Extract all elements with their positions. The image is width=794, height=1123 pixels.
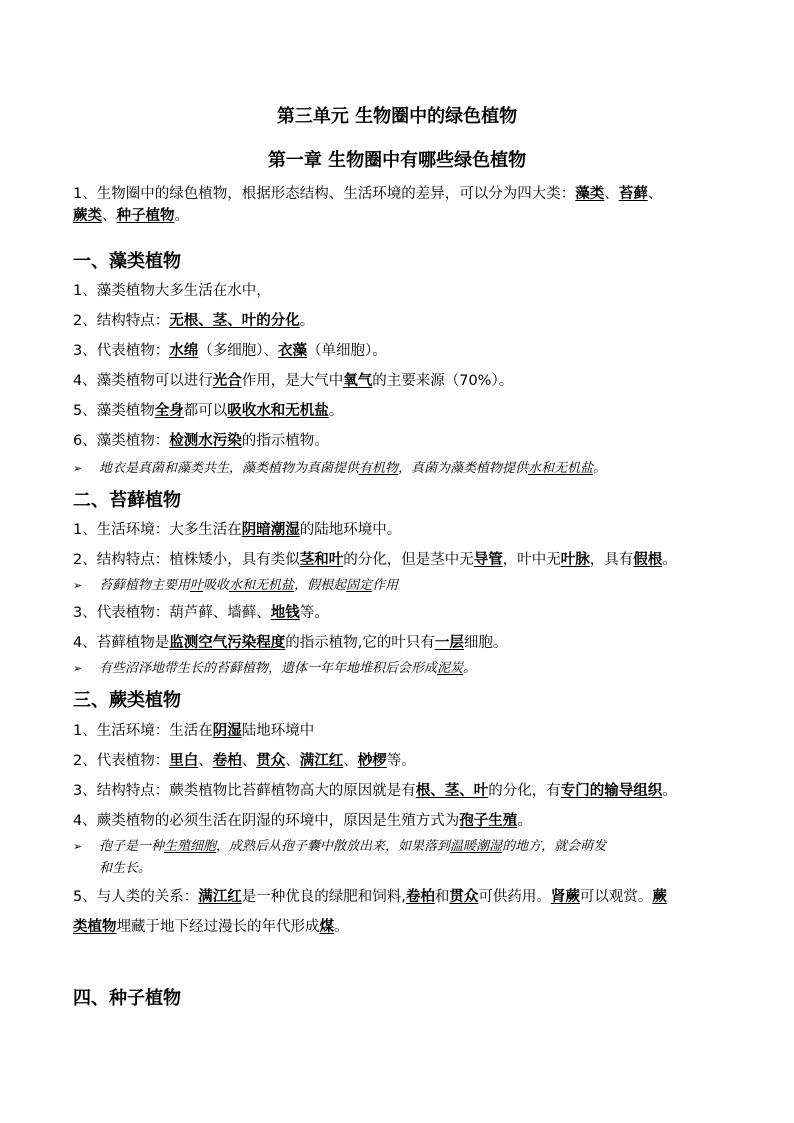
fern-line-3: 3、结构特点：蕨类植物比苔藓植物高大的原因就是有根、茎、叶的分化，有专门的输导组织。 [73,783,677,799]
fern-line-2: 2、代表植物：里白、卷柏、贯众、满江红、桫椤等。 [73,753,416,769]
algae-line-3: 3、代表植物：水绵（多细胞）、衣藻（单细胞）。 [73,343,387,359]
keyword: 藻类 [575,186,605,202]
fern-note: ➢ 孢子是一种生殖细胞，成熟后从孢子囊中散放出来，如果落到温暖潮湿的地方，就会萌发 和生长。 [73,836,733,880]
algae-line-5: 5、藻类植物全身都可以吸收水和无机盐。 [73,403,344,419]
keyword: 种子植物 [116,208,175,224]
intro-paragraph: 1、生物圈中的绿色植物，根据形态结构、生活环境的差异，可以分为四大类：藻类、苔藓、 蕨类、种子植物。 [73,186,663,224]
arrow-bullet-icon: ➢ [73,579,83,592]
fern-line-5: 5、与人类的关系：满江红是一种优良的绿肥和饲料,卷柏和贯众可供药用。肾蕨可以观赏。蕨 [73,889,667,905]
arrow-bullet-icon: ➢ [73,840,83,853]
algae-line-4: 4、藻类植物可以进行光合作用，是大气中氧气的主要来源（70%）。 [73,373,514,389]
chapter-title: 第一章 生物圈中有哪些绿色植物 [267,150,527,171]
algae-line-1: 1、藻类植物大多生活在水中， [73,283,271,299]
moss-line-4: 4、苔藓植物是监测空气污染程度的指示植物,它的叶只有一层细胞。 [73,635,508,651]
algae-note: ➢ 地衣是真菌和藻类共生，藻类植物为真菌提供有机物，真菌为藻类植物提供水和无机盐。 [73,458,733,480]
moss-line-2: 2、结构特点：植株矮小，具有类似茎和叶的分化，但是茎中无导管，叶中无叶脉，具有假根。 [73,552,677,568]
moss-note-1: ➢ 苔藓植物主要用叶吸收水和无机盐，假根起固定作用 [73,575,733,597]
section-heading-seed: 四、种子植物 [73,988,181,1009]
arrow-bullet-icon: ➢ [73,662,83,675]
keyword: 苔藓 [618,186,648,202]
section-heading-algae: 一、藻类植物 [73,251,181,272]
arrow-bullet-icon: ➢ [73,462,83,475]
fern-line-1: 1、生活环境：生活在阴湿陆地环境中 [73,723,315,739]
algae-line-6: 6、藻类植物：检测水污染的指示植物。 [73,433,329,449]
moss-line-1: 1、生活环境：大多生活在阴暗潮湿的陆地环境中。 [73,522,402,538]
moss-line-3: 3、代表植物：葫芦藓、墙藓、地钱等。 [73,605,329,621]
section-heading-fern: 三、蕨类植物 [73,690,181,711]
unit-title: 第三单元 生物圈中的绿色植物 [276,106,518,127]
fern-line-6: 类植物埋藏于地下经过漫长的年代形成煤。 [73,919,349,935]
algae-line-2: 2、结构特点：无根、茎、叶的分化。 [73,313,315,329]
keyword: 蕨类 [73,208,102,224]
section-heading-moss: 二、苔藓植物 [73,490,181,511]
fern-line-4: 4、蕨类植物的必须生活在阴湿的环境中，原因是生殖方式为孢子生殖。 [73,813,532,829]
moss-note-2: ➢ 有些沼泽地带生长的苔藓植物，遗体一年年地堆积后会形成泥炭。 [73,658,733,680]
